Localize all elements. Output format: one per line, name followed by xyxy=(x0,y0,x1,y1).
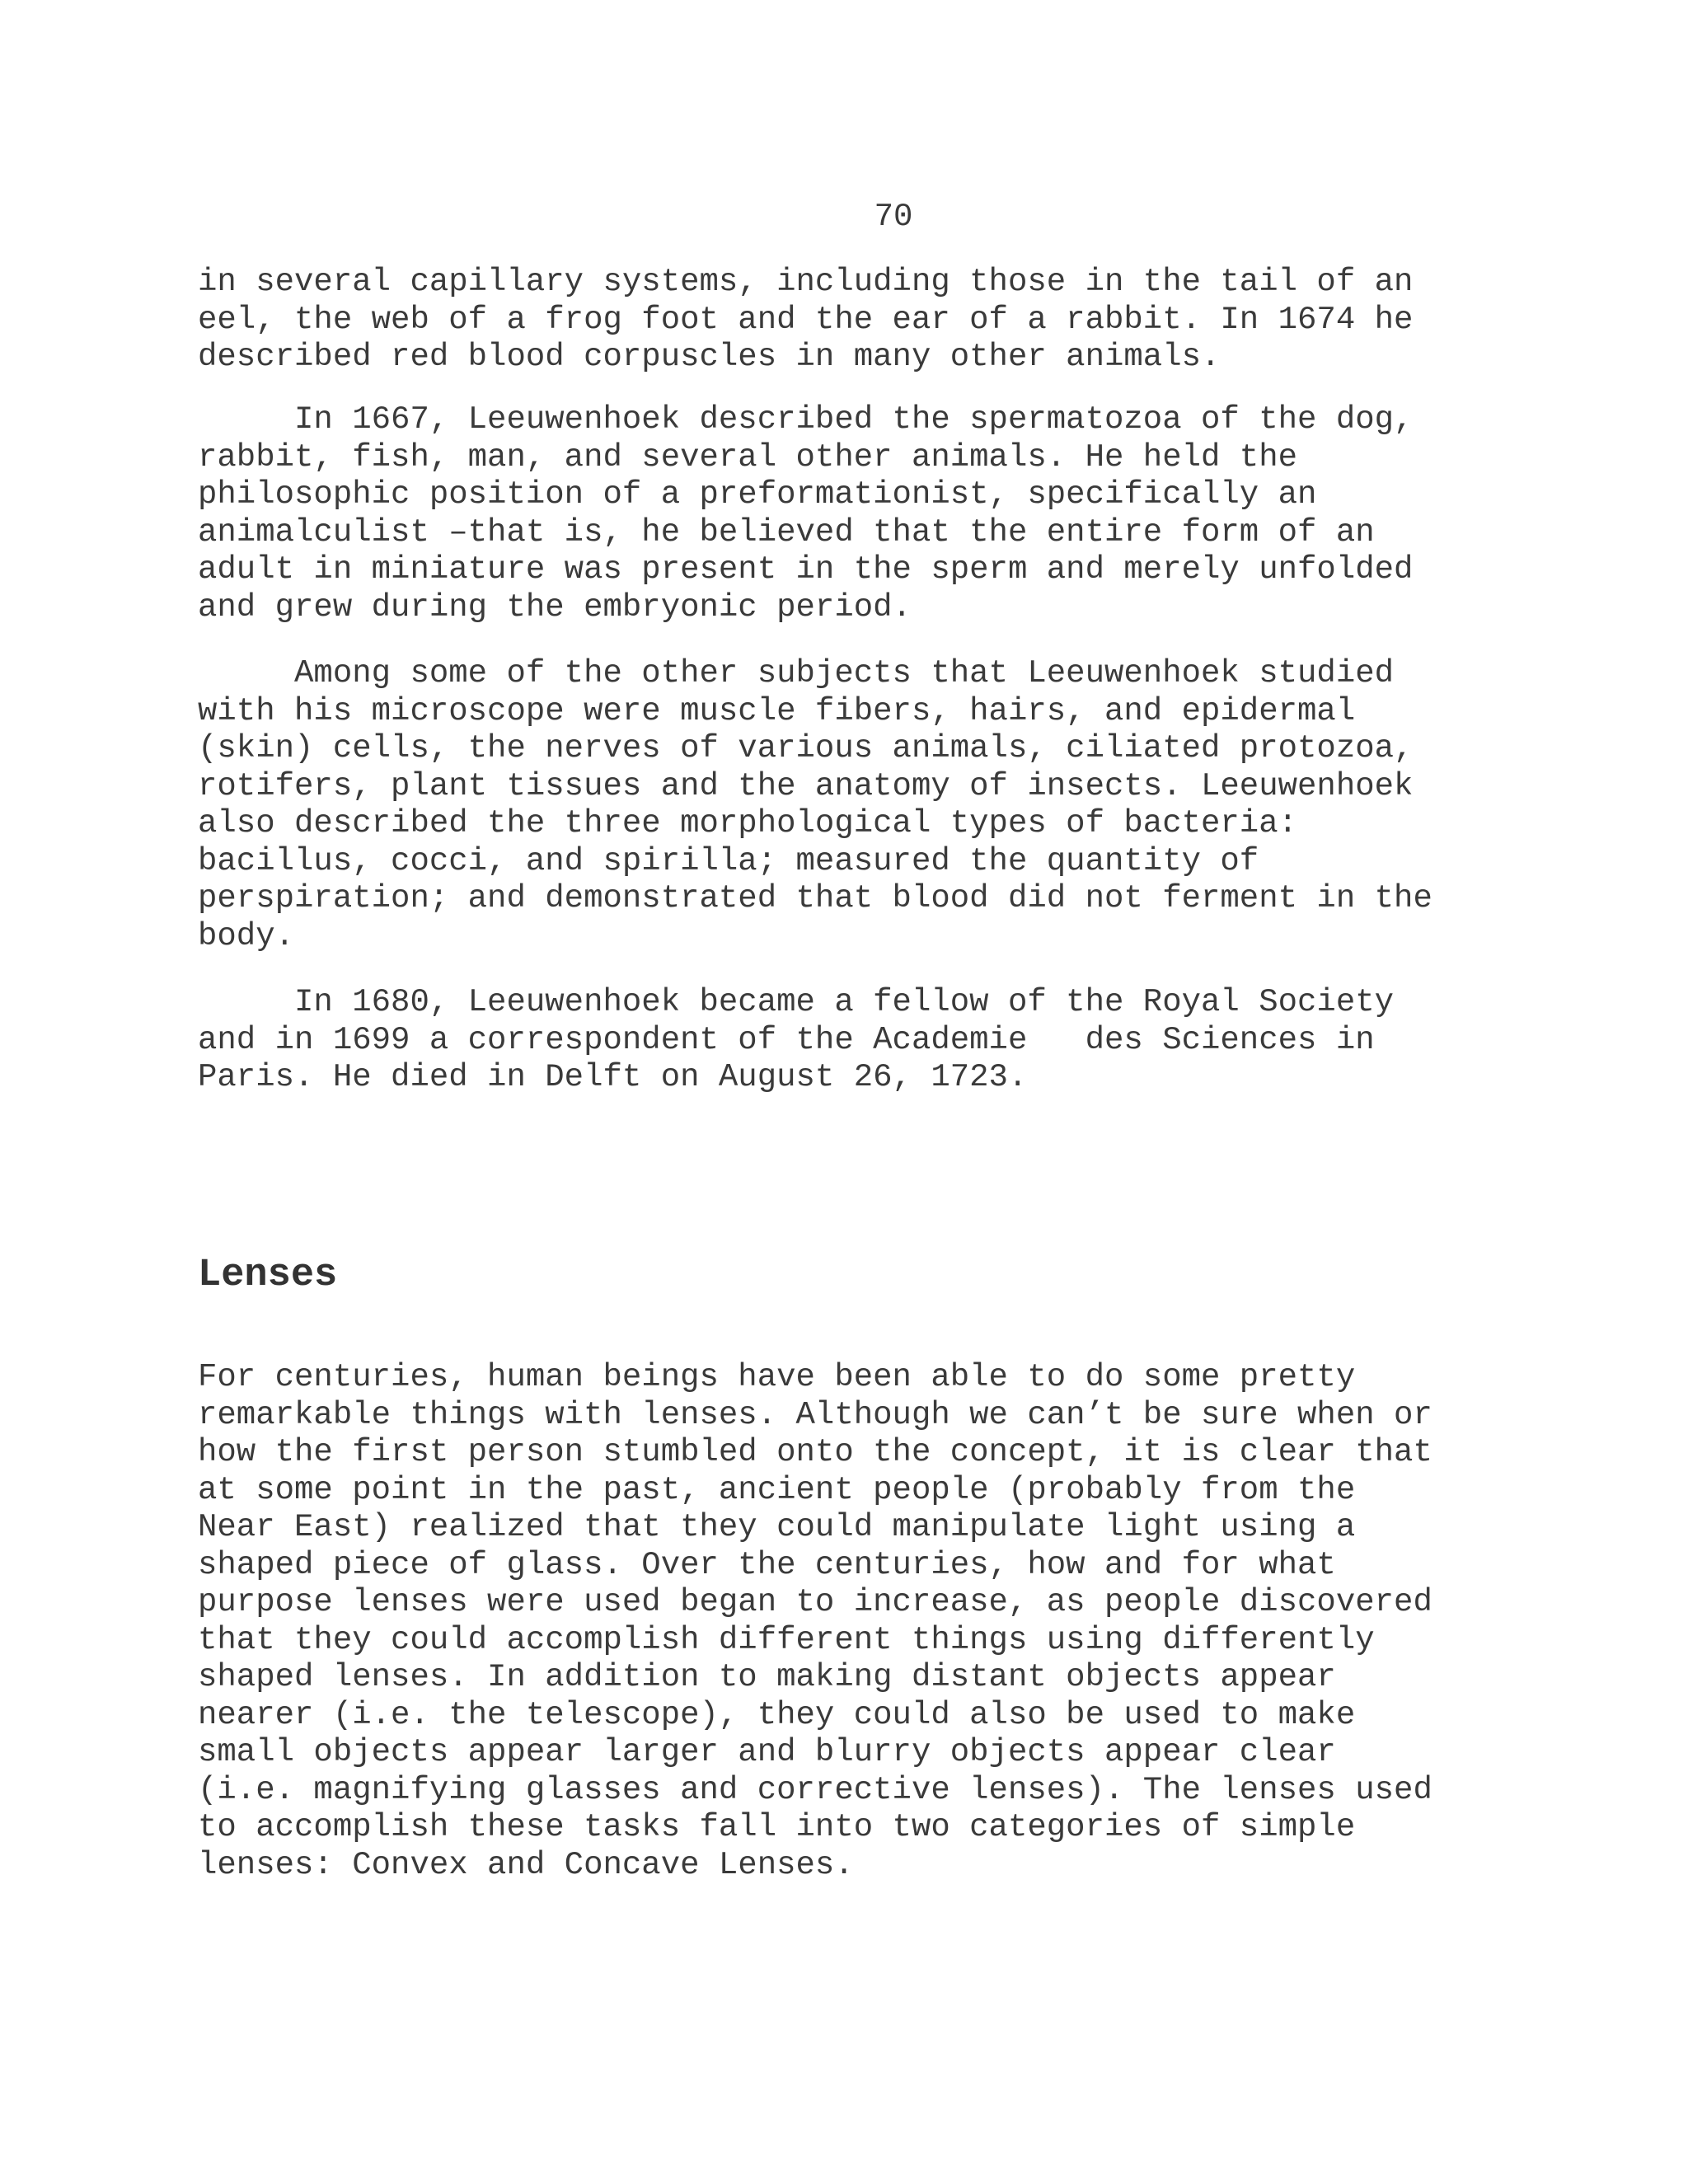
paragraph-lenses-intro: For centuries, human beings have been able to do some pretty remarkable things with lenses. Although we can’t be sure when or how the first person stumbled onto the concept, it is clear that at some point in the past, ancient people (probably from the Near East) realized that they could manipulate light using a shaped piece of glass. Over the centuries, how and for what purpose lenses were used began to increase, as people discovered that they could accomplish different things using differently shaped lenses. In addition to making distant objects appear nearer (i.e. the telescope), they could also be used to make small objects appear larger and blurry objects appear clear (i.e. magnifying glasses and corrective lenses). The lenses used to accomplish these tasks fall into two categories of simple lenses: Convex and Concave Lenses. xyxy=(198,1359,1432,1883)
page-number: 70 xyxy=(874,199,913,235)
paragraph-spermatozoa: In 1667, Leeuwenhoek described the spermatozoa of the dog, rabbit, fish, man, and several other animals. He held the philosophic position of a preformationist, specifically an animalculist –that is, he believed that the entire form of an adult in miniature was present in the sperm and merely unfolded and grew during the embryonic period. xyxy=(198,401,1414,626)
paragraph-royal-society: In 1680, Leeuwenhoek became a fellow of the Royal Society and in 1699 a correspondent of the Academie des Sciences in Paris. He died in Delft on August 26, 1723. xyxy=(198,984,1395,1095)
section-heading-lenses: Lenses xyxy=(198,1254,338,1297)
paragraph-other-subjects: Among some of the other subjects that Leeuwenhoek studied with his microscope were muscle fibers, hairs, and epidermal (skin) cells, the nerves of various animals, ciliated protozoa, rotifers, plant tissues and the anatomy of insects. Leeuwenhoek also described the three morphological types of bacteria: bacillus, cocci, and spirilla; measured the quantity of perspiration; and demonstrated that blood did not ferment in the body. xyxy=(198,655,1432,954)
paragraph-capillary-systems: in several capillary systems, including those in the tail of an eel, the web of a frog foot and the ear of a rabbit. In 1674 he described red blood corpuscles in many other animals. xyxy=(198,264,1414,375)
